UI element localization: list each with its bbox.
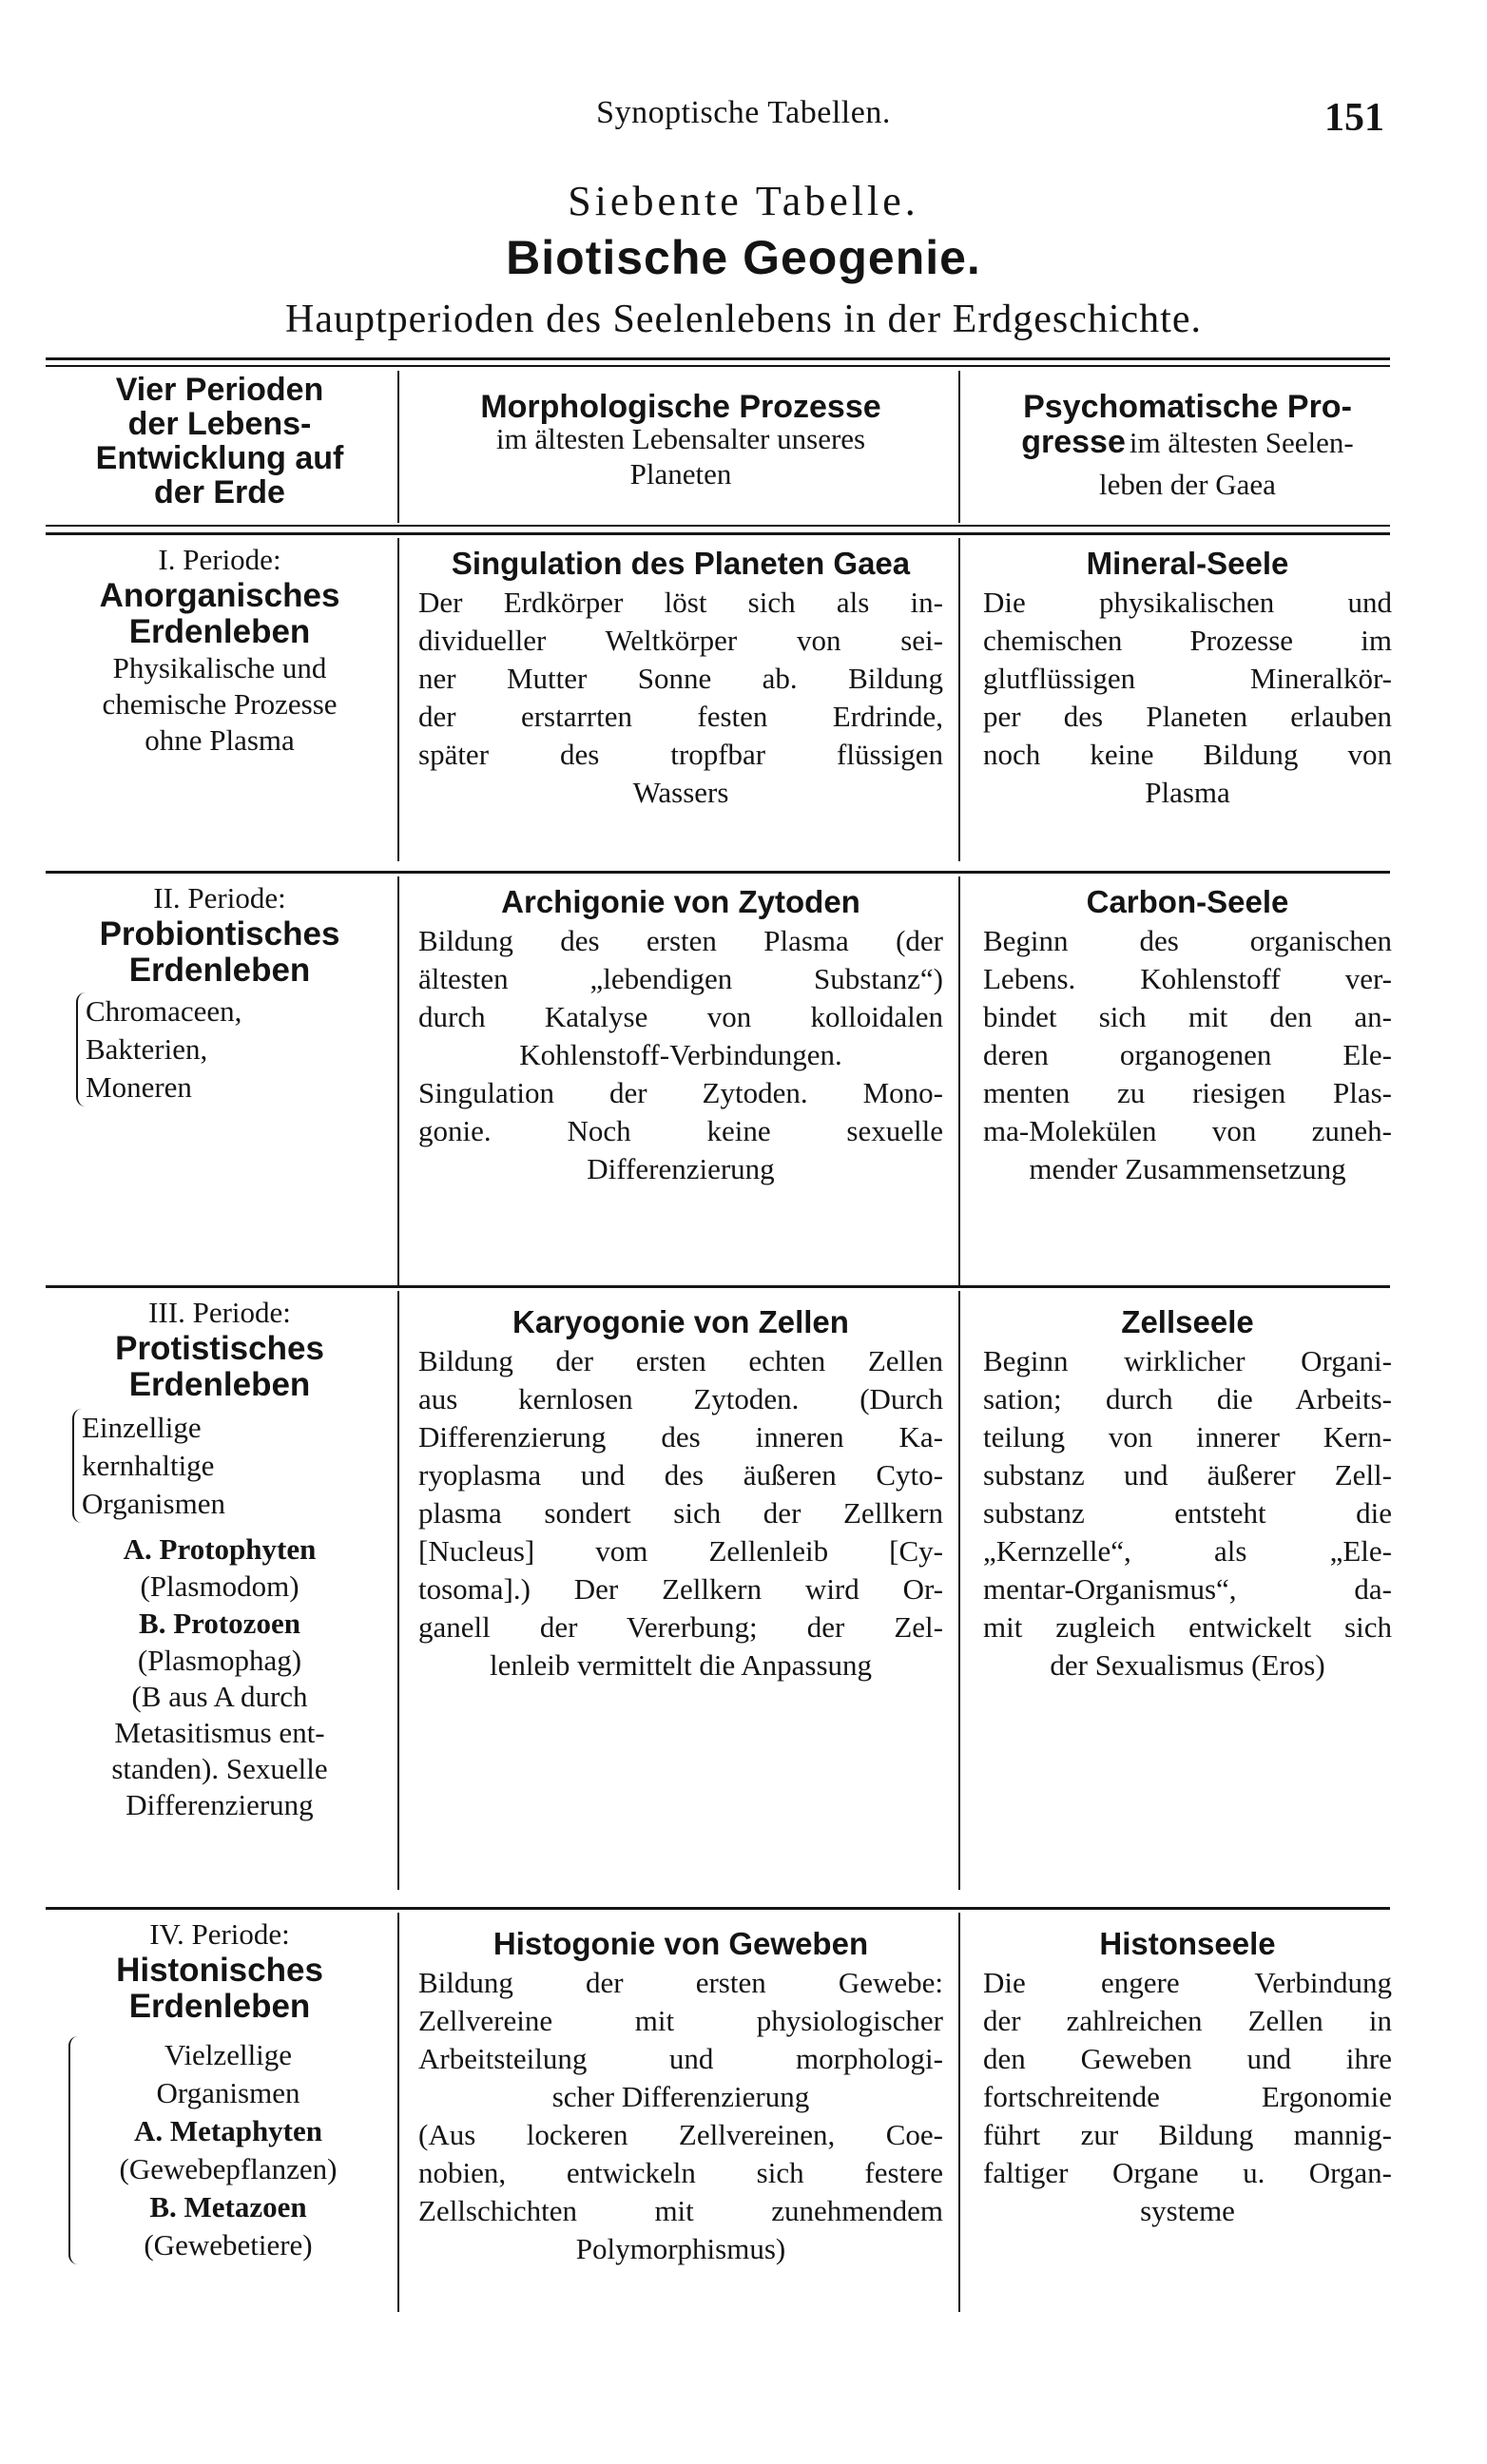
epoch-name: Erdenleben [128,1988,311,2025]
column-divider [958,876,960,1285]
subgroup-b: B. Metazoen [149,2190,307,2223]
period-1-morph: Singulation des Planeten Gaea Der Erdkörper löst sich als in- dividueller Weltkörper von sei- ner Mutter Sonne ab. Bildung der erstarrten festen Erdrinde, später des tropfbar flüssigen Wassers [418,546,943,809]
top-rule-thin [46,365,1390,367]
row-rule [46,1285,1390,1288]
period-3-soul: Zellseele Beginn wirklicher Organi- sation; durch die Arbeits- teilung von innerer Kern- substanz und äußerer Zell- substanz entsteht die „Kernzelle“, als „Ele- mentar-Organismus“, da- mit zugleich entwickelt sich der Sexualismus (Eros) [983,1304,1392,1682]
header-rule [46,532,1390,535]
epoch-name: Histonisches [116,1952,323,1989]
soul-heading: Histonseele [1099,1926,1276,1961]
header-periods: Vier Perioden der Lebens- Entwicklung auf der Erde [95,372,344,510]
period-4-soul: Histonseele Die engere Verbindung der zahlreichen Zellen in den Geweben und ihre fortschreitende Ergonomie führt zur Bildung mannig- faltiger Organe u. Organ- systeme [983,1926,1392,2227]
top-rule [46,357,1390,360]
period-1-cell: I. Periode: Anorganisches Erdenleben Physikalische und chemische Prozesse ohne Plasma [63,542,377,759]
morph-heading: Histogonie von Geweben [492,1926,869,1961]
soul-heading: Mineral-Seele [1086,546,1289,581]
row-rule [46,1907,1390,1910]
page-title: Biotische Geogenie. [506,231,981,284]
table-number: Siebente Tabelle. [568,178,919,224]
column-divider [397,1913,399,2312]
subgroup-a: A. Metaphyten [133,2114,323,2147]
morph-heading: Karyogonie von Zellen [512,1304,849,1339]
column-divider [958,1291,960,1890]
page-number: 151 [1324,96,1384,140]
period-4-morph: Histogonie von Geweben Bildung der ersten Gewebe: Zellvereine mit physiologischer Arbeitsteilung und morphologi- scher Differenzierung (Aus lockeren Zellvereinen, Coe- nobien, entwickeln sich festere Zellschichten mit zunehmendem Polymorphismus) [418,1926,943,2265]
period-label: II. Periode: [153,881,286,914]
epoch-name: Anorganisches [99,577,340,614]
epoch-name: Erdenleben [128,613,311,650]
period-4-cell [63,1916,377,2264]
subgroup-a: A. Protophyten [123,1532,317,1566]
organism-group: Chromaceen, Bakterien, Moneren [76,992,314,1107]
epoch-name: Probiontisches [99,915,340,953]
column-divider [397,538,399,861]
period-3-cell: III. Periode: Protistisches Erdenleben Einzellige kernhaltige Organismen A. Protophyten (Plasmodom) B. Protozoen (Plasmophag) (B aus A durch Metasitismus ent- standen). Sexuelle Differenzierung [63,1295,377,1823]
epoch-name: Erdenleben [128,1366,311,1403]
soul-heading: Zellseele [1121,1304,1254,1339]
subgroup-b: B. Protozoen [139,1607,300,1640]
column-divider [958,371,960,523]
soul-heading: Carbon-Seele [1086,884,1289,919]
header-morphological: Morphologische Prozesse im ältesten Lebensalter unseres Planeten [480,389,881,491]
morph-heading: Archigonie von Zytoden [501,884,860,919]
epoch-name: Protistisches [115,1330,324,1367]
header-psychomatic: Psychomatische Pro- gresse im ältesten Seelen- leben der Gaea [1021,389,1354,501]
column-divider [958,1913,960,2312]
period-2-soul: Carbon-Seele Beginn des organischen Lebens. Kohlenstoff ver- bindet sich mit den an- deren organogenen Ele- menten zu riesigen Plas- ma-Molekülen von zuneh- mender Zusammensetzung [983,884,1392,1185]
period-2-morph: Archigonie von Zytoden Bildung des ersten Plasma (der ältesten „lebendigen Substanz“) durch Katalyse von kolloidalen Kohlenstoff-Verbindungen. Singulation der Zytoden. Mono- gonie. Noch keine sexuelle Differenzierung [418,884,943,1185]
period-label: IV. Periode: [149,1917,290,1951]
row-rule [46,871,1390,874]
epoch-name: Erdenleben [128,952,311,989]
header-rule [46,525,1390,527]
period-2-cell [63,880,377,1107]
column-divider [397,371,399,523]
running-head: Synoptische Tabellen. [596,95,891,130]
organism-group: Vielzellige Organismen A. Metaphyten (Gewebepflanzen) B. Metazoen (Gewebetiere) [68,2036,378,2264]
page-subtitle: Hauptperioden des Seelenlebens in der Erdgeschichte. [284,298,1202,341]
column-divider [397,1291,399,1890]
organism-group: Einzellige kernhaltige Organismen [72,1409,310,1523]
morph-heading: Singulation des Planeten Gaea [451,546,911,581]
column-divider [958,538,960,861]
period-1-soul: Mineral-Seele Die physikalischen und chemischen Prozesse im glutflüssigen Mineralkör- per des Planeten erlauben noch keine Bildung von Plasma [983,546,1392,809]
period-label: III. Periode: [148,1296,291,1329]
period-3-morph: Karyogonie von Zellen Bildung der ersten echten Zellen aus kernlosen Zytoden. (Durch Differenzierung des inneren Ka- ryoplasma und des äußeren Cyto- plasma sondert sich der Zellkern [Nucleus] vom Zellenleib [Cy- tosoma].) Der Zellkern wird Or- ganell der Vererbung; der Zel- lenleib vermittelt die Anpassung [418,1304,943,1682]
column-divider [397,876,399,1285]
period-label: I. Periode: [158,543,281,576]
